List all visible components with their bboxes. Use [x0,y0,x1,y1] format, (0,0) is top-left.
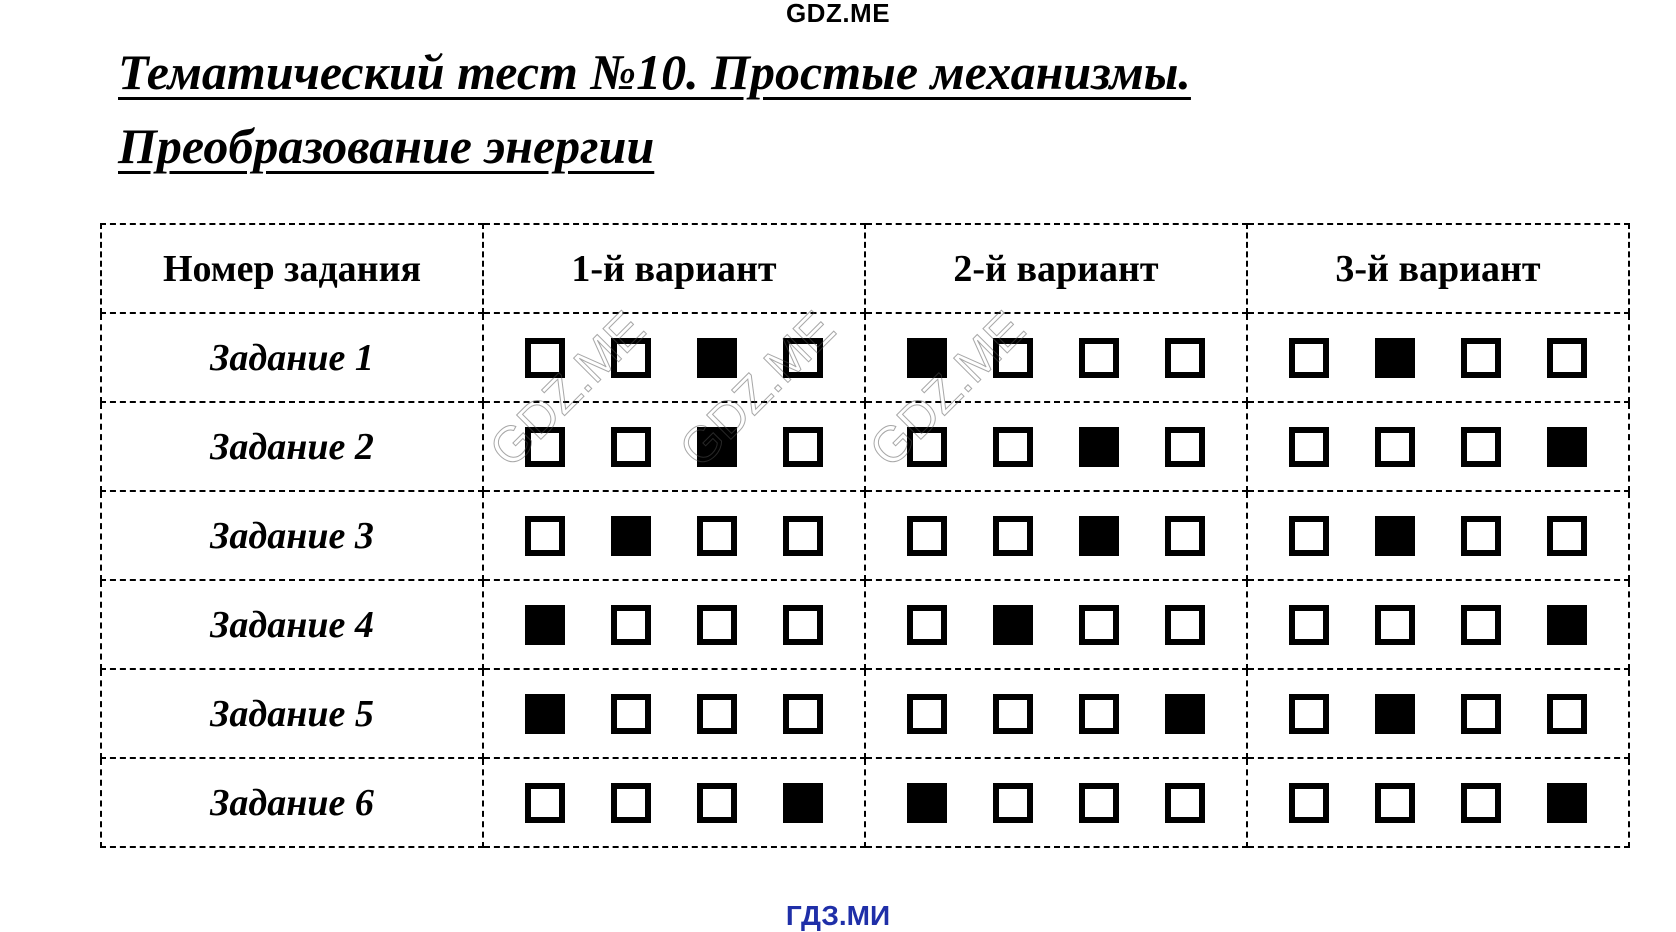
answer-checkbox-empty [1289,783,1329,823]
answer-checkbox-empty [1461,605,1501,645]
answer-checkbox-empty [1547,516,1587,556]
answer-checkbox-checked [1547,605,1587,645]
answer-checkbox-checked [697,427,737,467]
variant-1-answer-cell [483,491,865,580]
variant-3-answer-cell [1247,580,1629,669]
variant-3-answer-cell [1247,402,1629,491]
variant-3-answer-cell [1247,491,1629,580]
answer-checkbox-empty [783,338,823,378]
top-watermark: GDZ.ME [785,0,891,28]
answer-checkbox-empty [611,605,651,645]
task-label: Задание 1 [101,313,483,402]
task-label: Задание 3 [101,491,483,580]
variant-3-answer-cell [1247,758,1629,847]
diagonal-watermark: GDZ.ME [668,300,846,478]
answer-checkbox-checked [1079,516,1119,556]
answer-checkbox-empty [1375,783,1415,823]
answer-checkbox-empty [525,516,565,556]
answer-checkbox-empty [697,516,737,556]
answer-checkbox-checked [907,338,947,378]
answer-checkbox-empty [611,783,651,823]
variant-2-answer-cell [865,580,1247,669]
answer-checkbox-empty [1289,694,1329,734]
header-variant-2: 2-й вариант [865,224,1247,313]
answer-checkbox-empty [1165,605,1205,645]
diagonal-watermark: GDZ.ME [858,300,1036,478]
variant-3-answer-cell [1247,313,1629,402]
answer-checkbox-empty [697,694,737,734]
answer-checkbox-empty [1375,427,1415,467]
answer-checkbox-empty [907,694,947,734]
answer-checkbox-checked [1375,694,1415,734]
header-variant-3: 3-й вариант [1247,224,1629,313]
table-row [101,313,1629,402]
answer-table-body [101,313,1629,847]
answer-checkbox-empty [993,338,1033,378]
answer-checkbox-empty [1289,516,1329,556]
answer-checkbox-empty [525,783,565,823]
answer-checkbox-empty [993,427,1033,467]
variant-1-answer-cell [483,758,865,847]
task-label: Задание 6 [101,758,483,847]
answer-checkbox-checked [525,694,565,734]
answer-checkbox-empty [1461,783,1501,823]
variant-2-answer-cell [865,758,1247,847]
task-label: Задание 4 [101,580,483,669]
table-row [101,402,1629,491]
answer-checkbox-checked [697,338,737,378]
variant-1-answer-cell [483,669,865,758]
answer-checkbox-empty [783,605,823,645]
task-label: Задание 2 [101,402,483,491]
answer-checkbox-empty [611,427,651,467]
answer-checkbox-empty [1547,338,1587,378]
answer-checkbox-empty [525,338,565,378]
answer-checkbox-empty [783,694,823,734]
header-variant-1: 1-й вариант [483,224,865,313]
answer-checkbox-checked [525,605,565,645]
answer-checkbox-empty [1461,694,1501,734]
answer-checkbox-checked [611,516,651,556]
answer-checkbox-empty [1547,694,1587,734]
variant-1-answer-cell [483,580,865,669]
answer-checkbox-empty [1165,516,1205,556]
answer-checkbox-checked [1079,427,1119,467]
table-row [101,758,1629,847]
header-task-number: Номер задания [101,224,483,313]
answer-checkbox-empty [1079,605,1119,645]
diagonal-watermark: GDZ.ME [478,300,656,478]
answer-checkbox-checked [993,605,1033,645]
variant-3-answer-cell [1247,669,1629,758]
variant-2-answer-cell [865,669,1247,758]
answer-checkbox-empty [697,783,737,823]
answer-checkbox-empty [783,427,823,467]
answer-checkbox-empty [1165,783,1205,823]
table-row [101,580,1629,669]
variant-1-answer-cell [483,402,865,491]
answer-checkbox-empty [1461,427,1501,467]
answer-checkbox-empty [1079,694,1119,734]
page-title-line-1: Тематический тест №10. Простые механизмы. [118,44,1191,100]
answer-checkbox-empty [1289,605,1329,645]
answer-checkbox-empty [907,605,947,645]
answer-checkbox-empty [993,516,1033,556]
table-header-row [101,224,1629,313]
answer-checkbox-checked [1547,427,1587,467]
variant-2-answer-cell [865,313,1247,402]
answer-checkbox-checked [907,783,947,823]
task-label: Задание 5 [101,669,483,758]
answer-checkbox-empty [1289,427,1329,467]
answer-table [100,223,1630,848]
variant-1-answer-cell [483,313,865,402]
answer-checkbox-checked [1165,694,1205,734]
answer-checkbox-empty [1165,338,1205,378]
answer-checkbox-empty [1461,338,1501,378]
table-row [101,491,1629,580]
answer-checkbox-empty [1079,338,1119,378]
answer-checkbox-empty [907,516,947,556]
answer-checkbox-empty [1461,516,1501,556]
answer-checkbox-empty [907,427,947,467]
answer-checkbox-checked [1375,516,1415,556]
answer-checkbox-empty [783,516,823,556]
answer-checkbox-empty [1165,427,1205,467]
variant-2-answer-cell [865,491,1247,580]
answer-checkbox-empty [697,605,737,645]
answer-checkbox-empty [1375,605,1415,645]
answer-checkbox-empty [993,694,1033,734]
variant-2-answer-cell [865,402,1247,491]
answer-checkbox-empty [611,694,651,734]
bottom-watermark: ГДЗ.МИ [785,900,891,931]
answer-checkbox-checked [783,783,823,823]
answer-checkbox-empty [525,427,565,467]
page-title-line-2: Преобразование энергии [118,118,655,174]
answer-checkbox-empty [611,338,651,378]
answer-checkbox-empty [993,783,1033,823]
table-row [101,669,1629,758]
answer-checkbox-checked [1547,783,1587,823]
answer-checkbox-checked [1375,338,1415,378]
answer-checkbox-empty [1289,338,1329,378]
answer-checkbox-empty [1079,783,1119,823]
